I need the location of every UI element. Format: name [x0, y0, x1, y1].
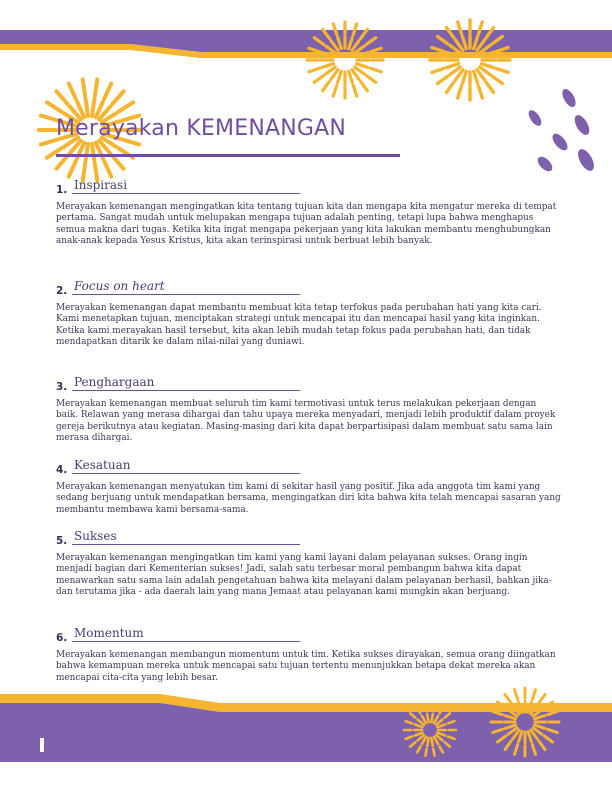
section-kesatuan: [56, 458, 561, 516]
section-penghargaan: [56, 375, 561, 444]
section-number: 2.: [56, 285, 68, 297]
section-inspirasi: [56, 178, 561, 247]
section-body: Merayakan kemenangan dapat membantu membuat kita tetap terfokus pada perubahan hati yang kita cari. Kami menetapkan tujuan, menciptakan strategi untuk mencapai itu dan mencapai hasil yang kita inginkan. Ketika kami merayakan hasil tersebut, kita akan lebih mudah tetap fokus pada perubahan hati, dan tidak mendapatkan ditarik ke dalam nilai-nilai yang duniawi.: [56, 303, 542, 347]
page-number-mark: [40, 738, 44, 752]
section-title: Sukses: [74, 529, 117, 543]
section-heading: [56, 178, 561, 200]
section-number: 3.: [56, 381, 68, 393]
section-title: Momentum: [74, 626, 144, 640]
section-number: 6.: [56, 632, 68, 644]
section-title-rule: [72, 390, 300, 391]
section-body: Merayakan kemenangan menyatukan tim kami di sekitar hasil yang positif. Jika ada anggota tim kami yang sedang berjuang untuk mendapatkan bersama, mengingatkan diri kita bahwa kita telah mencapai sasaran yang membantu membawa kami bersama-sama.: [56, 482, 561, 515]
section-heading: [56, 458, 561, 480]
section-heading: [56, 529, 561, 551]
title-underline: [56, 154, 400, 157]
section-title-rule: [72, 544, 300, 545]
section-focus-on-heart: [56, 279, 561, 348]
section-body: Merayakan kemenangan mengingatkan tim kami yang kami layani dalam pelayanan sukses. Orang ingin menjadi bagian dari Kementerian sukses! Jadi, salah satu terbesar moral pembangun bahwa kita dapat menawarkan satu sama lain adalah pengetahuan bahwa kita melayani dalam pelayanan berhasil, bahkan jika- dan terutama jika - ada daerah lain yang mana Jemaat atau pelayanan kami mungkin akan berjuang.: [56, 553, 552, 597]
section-title: Penghargaan: [74, 375, 155, 389]
page-title: Merayakan KEMENANGAN: [56, 116, 347, 141]
section-number: 5.: [56, 535, 68, 547]
section-title: Inspirasi: [74, 178, 128, 192]
section-heading: [56, 375, 561, 397]
section-title: Focus on heart: [74, 279, 165, 293]
section-momentum: [56, 626, 561, 684]
section-body: Merayakan kemenangan membuat seluruh tim kami termotivasi untuk terus melakukan pekerjaan dengan baik. Relawan yang merasa dihargai dan tahu upaya mereka menyadari, menjadi lebih produktif dalam proyek gereja berikutnya atau kegiatan. Masing-masing dari kita dapat berpartisipasi dalam membuat satu sama lain merasa dihargai.: [56, 399, 556, 443]
section-body: Merayakan kemenangan mengingatkan kita tentang tujuan kita dan mengapa kita mengatur mereka di tempat pertama. Sangat mudah untuk melupakan mengapa tujuan adalah penting, tetapi lupa bahwa menghapus semua makna dari tugas. Ketika kita ingat mengapa pekerjaan yang kita lakukan membantu menghubungkan anak-anak kepada Yesus Kristus, kita akan terinspirasi untuk berbuat lebih banyak.: [56, 202, 557, 246]
section-title-rule: [72, 193, 300, 194]
section-heading: [56, 626, 561, 648]
section-heading: [56, 279, 561, 301]
section-sukses: [56, 529, 561, 598]
section-title-rule: [72, 473, 300, 474]
section-title-rule: [72, 294, 300, 295]
section-number: 1.: [56, 184, 68, 196]
teardrop-ornaments: [526, 87, 597, 174]
section-title-rule: [72, 641, 300, 642]
section-title: Kesatuan: [74, 458, 131, 472]
section-body: Merayakan kemenangan membangun momentum untuk tim. Ketika sukses dirayakan, semua orang diingatkan bahwa kemampuan mereka untuk mencapai satu tujuan tertentu menunjukkan betapa dekat mereka akan mencapai cita-cita yang lebih besar.: [56, 650, 556, 683]
section-number: 4.: [56, 464, 68, 476]
